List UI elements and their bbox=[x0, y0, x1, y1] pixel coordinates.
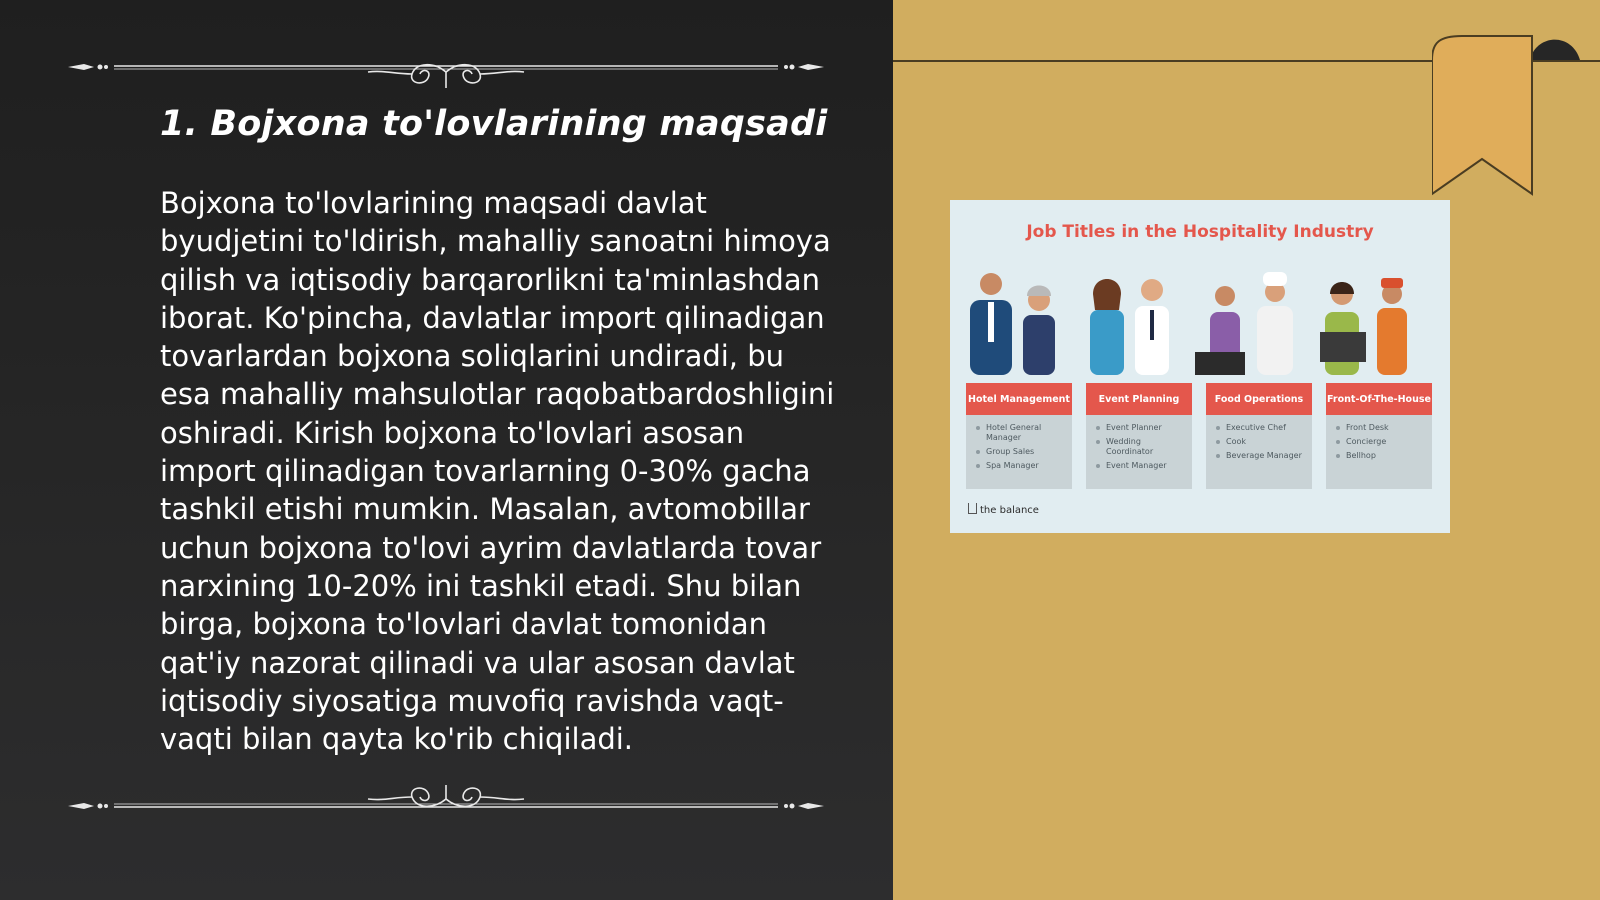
list-item: Event Manager bbox=[1094, 461, 1186, 471]
list-item: Hotel General Manager bbox=[974, 423, 1066, 443]
list-item: Beverage Manager bbox=[1214, 451, 1306, 461]
column-list bbox=[1086, 415, 1192, 489]
slide-body-text: Bojxona to'lovlarining maqsadi davlat byudjetini to'ldirish, mahalliy sanoatni himoya qilish va iqtisodiy barqarorlikni ta'minlashdan iborat. Ko'pincha, davlatlar import qilinadigan tovarlardan bojxona soliqlarini undiradi, bu esa mahalliy mahsulotlar raqobatbardoshligini oshiradi. Kirish bojxona to'lovlari asosan import qilinadigan tovarlarning 0-30% gacha tashkil etishi mumkin. Masalan, avtomobillar uchun bojxona to'lovi ayrim davlatlarda tovar narxining 10-20% ini tashkil etadi. Shu bilan birga, bojxona to'lovlari davlat tomonidan qat'iy nazorat qilinadi va ular asosan davlat iqtisodiy siyosatiga muvofiq ravishda vaqt-vaqti bilan qayta ko'rib chiqiladi. bbox=[160, 186, 835, 757]
hotel-staff-figures bbox=[970, 273, 1055, 375]
column-list bbox=[966, 415, 1072, 489]
column-hotel-management bbox=[966, 383, 1072, 489]
slide-heading: 1. Bojxona to'lovlarining maqsadi bbox=[160, 104, 828, 144]
infographic-title: Job Titles in the Hospitality Industry bbox=[1026, 222, 1374, 242]
list-item: Concierge bbox=[1334, 437, 1426, 447]
column-food-operations bbox=[1206, 383, 1312, 489]
column-event-planning bbox=[1086, 383, 1192, 489]
column-list bbox=[1326, 415, 1432, 489]
food-staff-figures bbox=[1195, 272, 1293, 375]
list-item: Executive Chef bbox=[1214, 423, 1306, 433]
list-item: Bellhop bbox=[1334, 451, 1426, 461]
list-item: Event Planner bbox=[1094, 423, 1186, 433]
column-list bbox=[1206, 415, 1312, 489]
column-title: Hotel Management bbox=[966, 383, 1072, 415]
column-title: Front-Of-The-House bbox=[1326, 383, 1432, 415]
list-item: Front Desk bbox=[1334, 423, 1426, 433]
column-front-of-the-house bbox=[1326, 383, 1432, 489]
list-item: Group Sales bbox=[974, 447, 1066, 457]
list-item: Spa Manager bbox=[974, 461, 1066, 471]
people-illustration bbox=[965, 270, 1435, 380]
bookmark-ribbon-icon bbox=[1432, 34, 1582, 199]
top-ornament-divider bbox=[64, 40, 828, 90]
list-item: Wedding Coordinator bbox=[1094, 437, 1186, 457]
list-item: Cook bbox=[1214, 437, 1306, 447]
front-house-figures bbox=[1320, 278, 1407, 375]
column-title: Event Planning bbox=[1086, 383, 1192, 415]
bottom-ornament-divider bbox=[64, 785, 828, 835]
event-staff-figures bbox=[1090, 279, 1169, 375]
brand-name: the balance bbox=[980, 505, 1039, 516]
column-title: Food Operations bbox=[1206, 383, 1312, 415]
hospitality-infographic bbox=[950, 200, 1450, 533]
brand-logo bbox=[968, 503, 1039, 516]
brand-mark-icon bbox=[968, 503, 977, 514]
